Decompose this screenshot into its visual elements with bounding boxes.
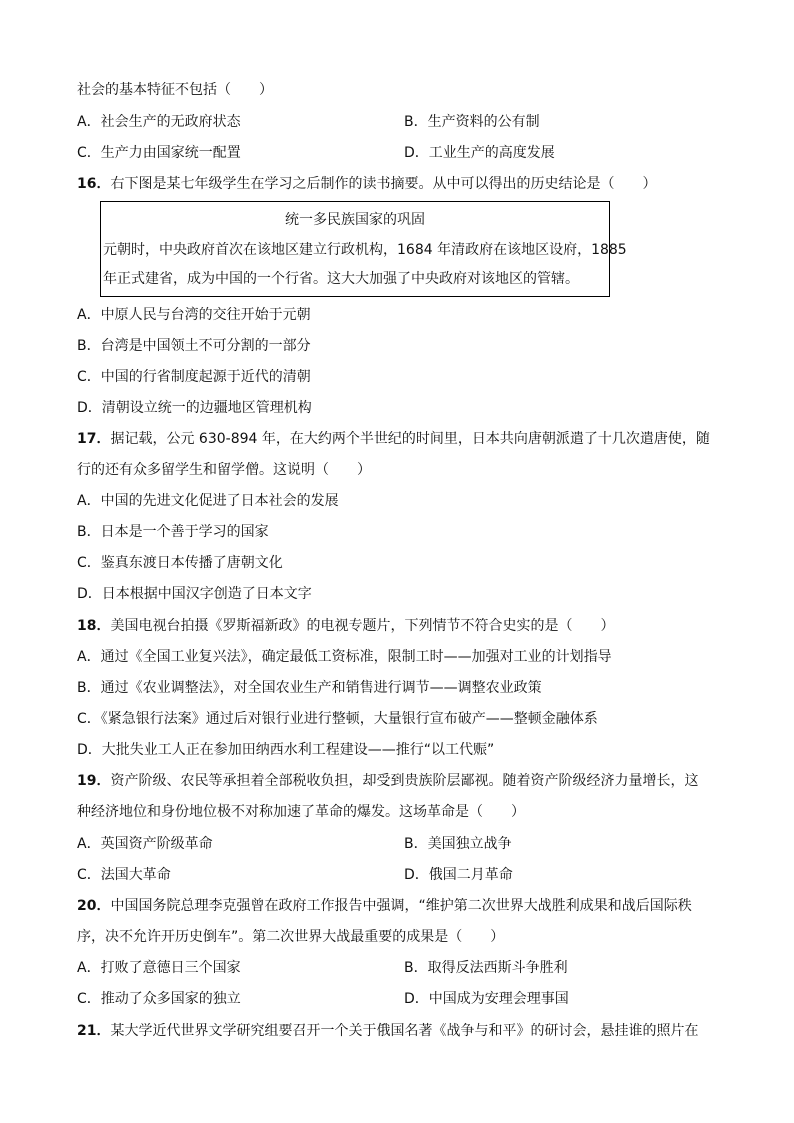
q19-stem-text-1: 资产阶级、农民等承担着全部税收负担，却受到贵族阶层鄙视。随着资产阶级经济力量增长，这 <box>110 773 699 789</box>
q16-stem-text: 右下图是某七年级学生在学习之后制作的读书摘要。从中可以得出的历史结论是（ ） <box>110 176 657 192</box>
q20-stem-line-1 <box>77 896 692 916</box>
q19-stem-line-2: 种经济地位和身份地位极不对称加速了革命的爆发。这场革命是（ ） <box>77 804 525 820</box>
q21-stem-text-1: 某大学近代世界文学研究组要召开一个关于俄国名著《战争与和平》的研讨会，悬挂谁的照片在 <box>110 1023 699 1039</box>
reading-note-line-2: 年正式建省，成为中国的一个行省。这大大加强了中央政府对该地区的管辖。 <box>103 271 579 287</box>
q17-option-c: C．鉴真东渡日本传播了唐朝文化 <box>77 555 283 571</box>
q16-option-d: D．清朝设立统一的边疆地区管理机构 <box>77 400 312 416</box>
q15-option-d: D．工业生产的高度发展 <box>404 145 555 161</box>
q15-option-b: B．生产资料的公有制 <box>404 114 540 130</box>
q19-option-c: C．法国大革命 <box>77 867 171 883</box>
q16-option-c: C．中国的行省制度起源于近代的清朝 <box>77 369 311 385</box>
q19-option-b: B．美国独立战争 <box>404 836 512 852</box>
reading-note-line-1: 元朝时，中央政府首次在该地区建立行政机构，1684 年清政府在该地区设府，1885 <box>103 242 627 258</box>
q18-stem-text: 美国电视台拍摄《罗斯福新政》的电视专题片，下列情节不符合史实的是（ ） <box>110 618 615 634</box>
q20-option-a: A．打败了意德日三个国家 <box>77 960 241 976</box>
q15-option-c: C．生产力由国家统一配置 <box>77 145 241 161</box>
q17-stem-line-2: 行的还有众多留学生和留学僧。这说明（ ） <box>77 462 371 478</box>
q16-number: 16． <box>77 176 111 192</box>
q17-option-d: D．日本根据中国汉字创造了日本文字 <box>77 586 312 602</box>
q20-stem-text-1: 中国国务院总理李克强曾在政府工作报告中强调，“维护第二次世界大战胜利成果和战后国际秩 <box>110 898 692 914</box>
reading-note-box <box>100 201 627 297</box>
q18-option-c: C．《紧急银行法案》通过后对银行业进行整顿，大量银行宣布破产——整顿金融体系 <box>77 711 598 727</box>
q17-option-a: A．中国的先进文化促进了日本社会的发展 <box>77 493 339 509</box>
q20-number: 20． <box>77 898 111 914</box>
q20-stem-line-2: 序，决不允许开历史倒车”。第二次世界大战最重要的成果是（ ） <box>77 929 505 945</box>
q15-option-a: A．社会生产的无政府状态 <box>77 114 241 130</box>
q16-option-a: A．中原人民与台湾的交往开始于元朝 <box>77 307 311 323</box>
reading-note-title: 统一多民族国家的巩固 <box>285 212 425 228</box>
q19-stem-line-1 <box>77 771 698 791</box>
q17-number: 17． <box>77 431 111 447</box>
q17-stem-line-1 <box>77 429 710 449</box>
q15-stem-tail: 社会的基本特征不包括（ ） <box>77 82 273 98</box>
q18-stem <box>77 616 614 636</box>
q16-stem <box>77 174 656 194</box>
q21-stem-line-1 <box>77 1021 698 1041</box>
q19-option-d: D．俄国二月革命 <box>404 867 513 883</box>
q17-stem-text-1: 据记载，公元 630-894 年，在大约两个半世纪的时间里，日本共向唐朝派遣了十几次遣唐使，随 <box>110 431 710 447</box>
q21-number: 21． <box>77 1023 111 1039</box>
q19-number: 19． <box>77 773 111 789</box>
q20-option-b: B．取得反法西斯斗争胜利 <box>404 960 568 976</box>
q18-number: 18． <box>77 618 111 634</box>
q17-option-b: B．日本是一个善于学习的国家 <box>77 524 269 540</box>
q18-option-b: B．通过《农业调整法》，对全国农业生产和销售进行调节——调整农业政策 <box>77 680 542 696</box>
q20-option-c: C．推动了众多国家的独立 <box>77 991 241 1007</box>
q16-option-b: B．台湾是中国领土不可分割的一部分 <box>77 338 311 354</box>
q20-option-d: D．中国成为安理会理事国 <box>404 991 569 1007</box>
q19-option-a: A．英国资产阶级革命 <box>77 836 213 852</box>
q18-option-d: D．大批失业工人正在参加田纳西水利工程建设——推行“以工代赈” <box>77 742 495 758</box>
q18-option-a: A．通过《全国工业复兴法》，确定最低工资标准，限制工时——加强对工业的计划指导 <box>77 649 612 665</box>
